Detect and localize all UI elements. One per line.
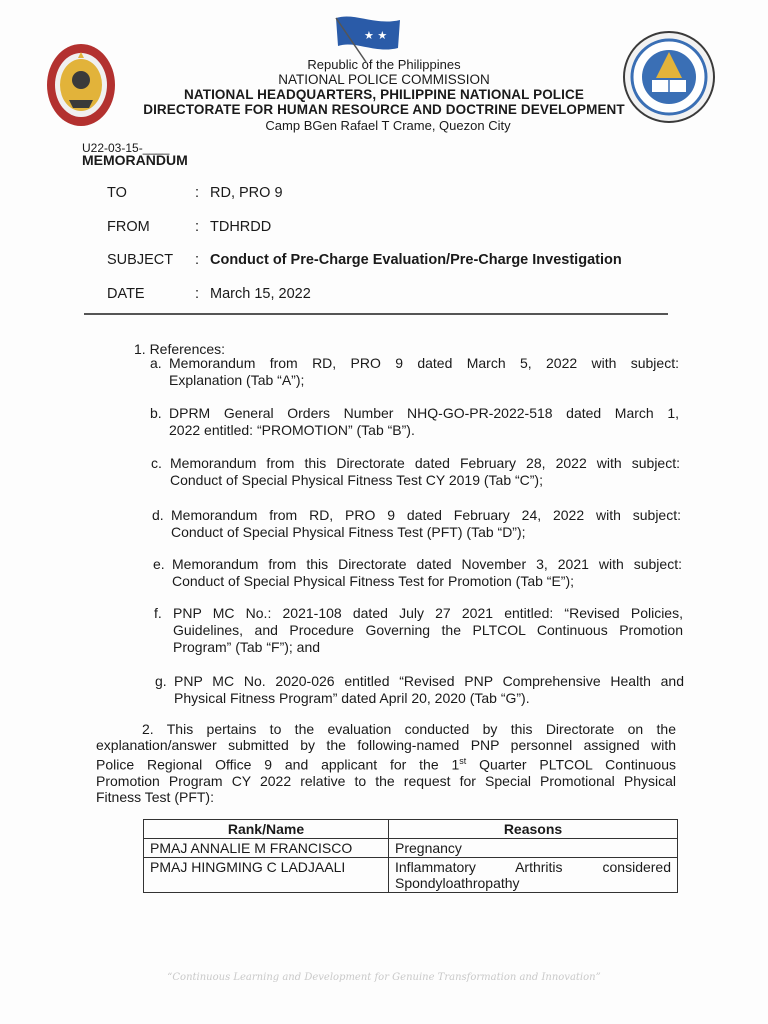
paragraph-line: explanation/answer submitted by the following-named PNP personnel assigned with [96,737,676,753]
paragraph-line: 2. This pertains to the evaluation conducted by this Directorate on the [142,721,676,737]
reference-line: DPRM General Orders Number NHQ-GO-PR-2022-518 dated March 1, [169,405,679,421]
to-colon: : [195,185,200,201]
paragraph-text: Police Regional Office 9 and applicant for the 1 [96,756,460,773]
reference-line: Memorandum from RD, PRO 9 dated February 24, 2022 with subject: [171,507,681,523]
from-label: FROM [107,219,150,235]
paragraph-2 [96,721,676,805]
reference-line: Program” (Tab “F”); and [173,639,321,655]
reference-letter: a. [150,355,162,371]
reference-letter: b. [150,405,162,421]
reference-line: Guidelines, and Procedure Governing the PLTCOL Continuous Promotion [173,622,683,638]
subject-value: Conduct of Pre-Charge Evaluation/Pre-Charge Investigation [210,252,622,268]
memo-number: U22-03-15-____ [82,141,170,155]
from-value: TDHRDD [210,219,272,235]
reference-letter: g. [155,673,167,689]
header-headquarters: NATIONAL HEADQUARTERS, PHILIPPINE NATIONAL POLICE [184,87,584,102]
date-value: March 15, 2022 [210,286,311,302]
memo-type: MEMORANDUM [82,152,188,168]
subject-label: SUBJECT [107,252,174,268]
table-header-row [144,820,678,839]
reference-line: PNP MC No. 2020-026 entitled “Revised PNP Comprehensive Health and [174,673,684,689]
to-label: TO [107,185,127,201]
reference-letter: e. [153,556,165,572]
date-colon: : [195,286,200,302]
column-header-rank-name: Rank/Name [144,820,389,839]
cell-rank-name: PMAJ ANNALIE M FRANCISCO [144,839,389,858]
flag-emblem-logo [330,14,404,62]
reference-line: Explanation (Tab “A”); [169,372,305,388]
svg-text:★ ★: ★ ★ [364,29,388,42]
column-header-reasons: Reasons [389,820,678,839]
footer-motto: “Continuous Learning and Development for Genuine Transformation and Innovation” [167,972,601,983]
table-row [144,839,678,858]
subject-colon: : [195,252,200,268]
reference-line: PNP MC No.: 2021-108 dated July 27 2021 entitled: “Revised Policies, [173,605,683,621]
personnel-table [143,819,678,893]
paragraph-line: Promotion Program CY 2022 relative to the request for Special Promotional Physical [96,772,676,789]
reference-line: Memorandum from this Directorate dated November 3, 2021 with subject: [172,556,682,572]
to-value: RD, PRO 9 [210,185,283,201]
date-label: DATE [107,286,145,302]
paragraph-line: Fitness Test (PFT): [96,788,214,805]
from-colon: : [195,219,200,235]
references-heading: 1. References: [134,341,226,357]
paragraph-line [96,753,676,773]
header-address: Camp BGen Rafael T Crame, Quezon City [265,118,511,133]
table-row [144,858,678,893]
reference-letter: d. [152,507,164,523]
reference-line: Memorandum from RD, PRO 9 dated March 5, 2022 with subject: [169,355,679,371]
reference-line: Conduct of Special Physical Fitness Test (PFT) (Tab “D”); [171,524,526,540]
cell-rank-name: PMAJ HINGMING C LADJAALI [144,858,389,893]
header-commission: NATIONAL POLICE COMMISSION [278,72,490,87]
paragraph-text: Quarter PLTCOL Continuous [466,756,676,773]
header-directorate: DIRECTORATE FOR HUMAN RESOURCE AND DOCTRINE DEVELOPMENT [143,102,625,117]
reason-line: Spondyloathropathy [395,875,520,891]
cell-reason: Pregnancy [389,839,678,858]
header-divider [84,313,668,315]
superscript-st: st [459,756,467,766]
reference-letter: f. [154,605,162,621]
reference-line: Memorandum from this Directorate dated February 28, 2022 with subject: [170,455,680,471]
header-republic: Republic of the Philippines [307,57,461,72]
reference-line: 2022 entitled: “PROMOTION” (Tab “B”). [169,422,415,438]
reason-line: Inflammatory Arthritis considered [395,859,671,875]
reference-line: Physical Fitness Program” dated April 20, 2020 (Tab “G”). [174,690,530,706]
reference-line: Conduct of Special Physical Fitness Test for Promotion (Tab “E”); [172,573,575,589]
cell-reason [389,858,678,893]
reference-letter: c. [151,455,162,471]
reference-line: Conduct of Special Physical Fitness Test CY 2019 (Tab “C”); [170,472,543,488]
